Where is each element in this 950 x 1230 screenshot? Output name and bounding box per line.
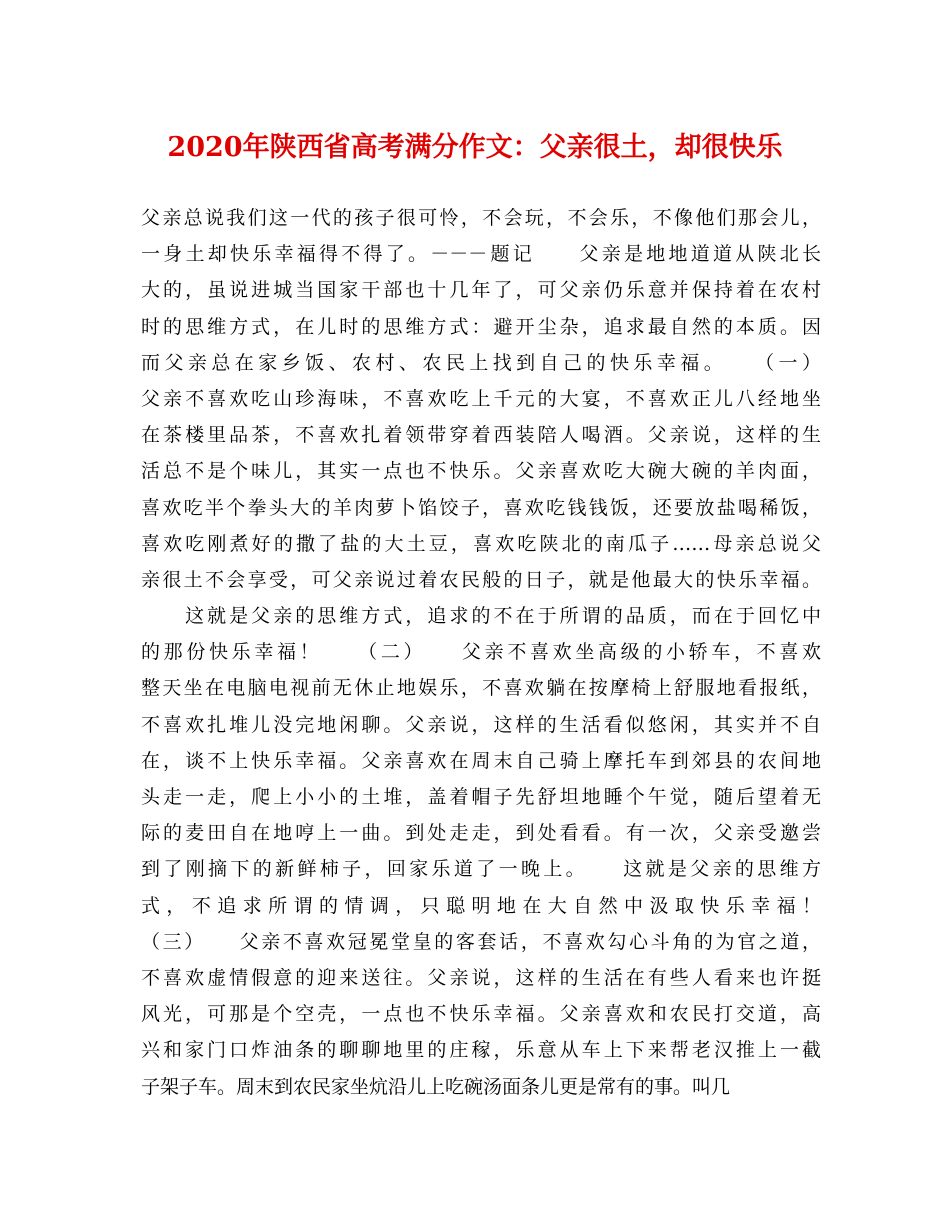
body-line: 这就是父亲的思维方式，追求的不在于所谓的品质，而在于回忆中: [141, 605, 821, 628]
document-body: [141, 200, 821, 1105]
body-line: 一身土却快乐幸福得不得了。－－－题记 父亲是地地道道从陕北长: [141, 243, 821, 266]
body-line: 喜欢吃半个拳头大的羊肉萝卜馅饺子，喜欢吃钱钱饭，还要放盐喝稀饭，: [141, 496, 821, 519]
body-line: 兴和家门口炸油条的聊聊地里的庄稼，乐意从车上下来帮老汉推上一截: [141, 1039, 821, 1062]
body-line: 时的思维方式，在儿时的思维方式：避开尘杂，追求最自然的本质。因: [141, 315, 821, 338]
body-line: 整天坐在电脑电视前无休止地娱乐，不喜欢躺在按摩椅上舒服地看报纸，: [141, 677, 821, 700]
document-title: 2020年陕西省高考满分作文：父亲很土，却很快乐: [167, 132, 783, 163]
body-line: 而父亲总在家乡饭、农村、农民上找到自己的快乐幸福。 （一）: [141, 351, 821, 374]
body-line: 风光，可那是个空壳，一点也不快乐幸福。父亲喜欢和农民打交道，高: [141, 1003, 821, 1026]
body-line: 在，谈不上快乐幸福。父亲喜欢在周末自己骑上摩托车到郊县的农间地: [141, 749, 821, 772]
body-line: 式，不追求所谓的情调，只聪明地在大自然中汲取快乐幸福！: [141, 894, 821, 917]
body-line: （三） 父亲不喜欢冠冕堂皇的客套话，不喜欢勾心斗角的为官之道，: [141, 930, 821, 953]
body-line: 的那份快乐幸福！ （二） 父亲不喜欢坐高级的小轿车，不喜欢: [141, 641, 821, 664]
body-line: 活总不是个味儿，其实一点也不快乐。父亲喜欢吃大碗大碗的羊肉面，: [141, 460, 821, 483]
body-line: 际的麦田自在地哼上一曲。到处走走，到处看看。有一次，父亲受邀尝: [141, 822, 821, 845]
body-line: 到了刚摘下的新鲜柿子，回家乐道了一晚上。 这就是父亲的思维方: [141, 858, 821, 881]
body-line: 亲很土不会享受，可父亲说过着农民般的日子，就是他最大的快乐幸福。: [141, 568, 821, 591]
body-line: 在茶楼里品茶，不喜欢扎着领带穿着西装陪人喝酒。父亲说，这样的生: [141, 424, 821, 447]
body-line: 父亲不喜欢吃山珍海味，不喜欢吃上千元的大宴，不喜欢正儿八经地坐: [141, 387, 821, 410]
body-line: 子架子车。周末到农民家坐炕沿儿上吃碗汤面条儿更是常有的事。叫几: [141, 1075, 731, 1098]
body-line: 大的，虽说进城当国家干部也十几年了，可父亲仍乐意并保持着在农村: [141, 279, 821, 302]
body-line: 父亲总说我们这一代的孩子很可怜，不会玩，不会乐，不像他们那会儿，: [141, 207, 821, 229]
body-line: 不喜欢虚情假意的迎来送往。父亲说，这样的生活在有些人看来也许挺: [141, 966, 821, 989]
body-line: 喜欢吃刚煮好的撒了盐的大土豆，喜欢吃陕北的南瓜子……母亲总说父: [141, 532, 821, 555]
body-line: 头走一走，爬上小小的土堆，盖着帽子先舒坦地睡个午觉，随后望着无: [141, 786, 821, 808]
body-line: 不喜欢扎堆儿没完地闲聊。父亲说，这样的生活看似悠闲，其实并不自: [141, 713, 821, 736]
